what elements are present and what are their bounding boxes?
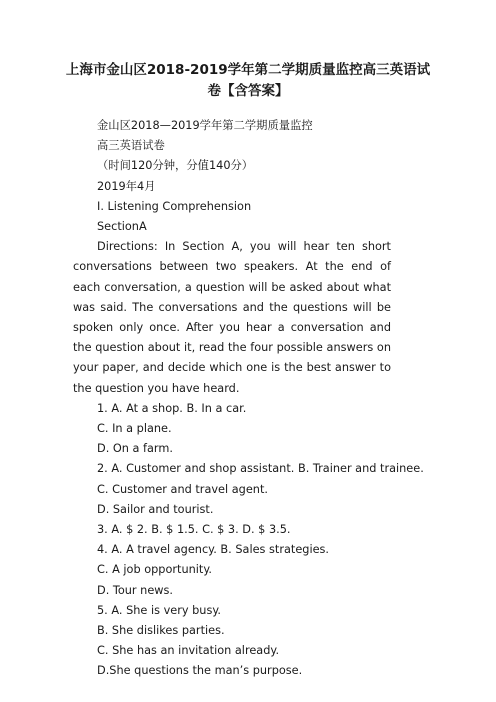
option-line: C. She has an invitation already.	[97, 644, 280, 658]
option-line: B. She dislikes parties.	[97, 624, 225, 638]
header-line: （时间120分钟，分值140分）	[97, 159, 254, 173]
option-line: C. Customer and travel agent.	[97, 482, 268, 496]
option-line: D. Sailor and tourist.	[97, 502, 214, 516]
document-body	[73, 116, 424, 682]
question-line: 5. A. She is very busy.	[97, 603, 222, 617]
header-line: 高三英语试卷	[97, 139, 165, 153]
option-line: C. In a plane.	[97, 422, 172, 436]
question-line: 2. A. Customer and shop assistant. B. Trainer and trainee.	[97, 462, 424, 476]
header-line: 金山区2018—2019学年第二学期质量监控	[97, 119, 313, 132]
question-line: 3. A. $ 2. B. $ 1.5. C. $ 3. D. $ 3.5.	[97, 523, 291, 537]
header-line: 2019年4月	[97, 179, 156, 193]
section-heading: I. Listening Comprehension	[97, 199, 252, 213]
option-line: D.She questions the man’s purpose.	[97, 664, 303, 678]
document-title: 上海市金山区2018-2019学年第二学期质量监控高三英语试卷【含答案】	[65, 62, 431, 99]
option-line: D. Tour news.	[97, 583, 173, 597]
section-subheading: SectionA	[97, 220, 147, 234]
directions-paragraph: Directions: In Section A, you will hear ten short conversations between two speakers. At the end of each conversation, a question will be asked about what was said. The conversations and the questions will be spoken only once. After you hear a conversation and the question about it, read the four possible answers on your paper, and decide which one is the best answer to the question you have heard.	[73, 240, 391, 395]
question-line: 1. A. At a shop. B. In a car.	[97, 401, 247, 415]
option-line: D. On a farm.	[97, 442, 173, 456]
question-line: 4. A. A travel agency. B. Sales strategies.	[97, 543, 330, 557]
option-line: C. A job opportunity.	[97, 563, 212, 577]
